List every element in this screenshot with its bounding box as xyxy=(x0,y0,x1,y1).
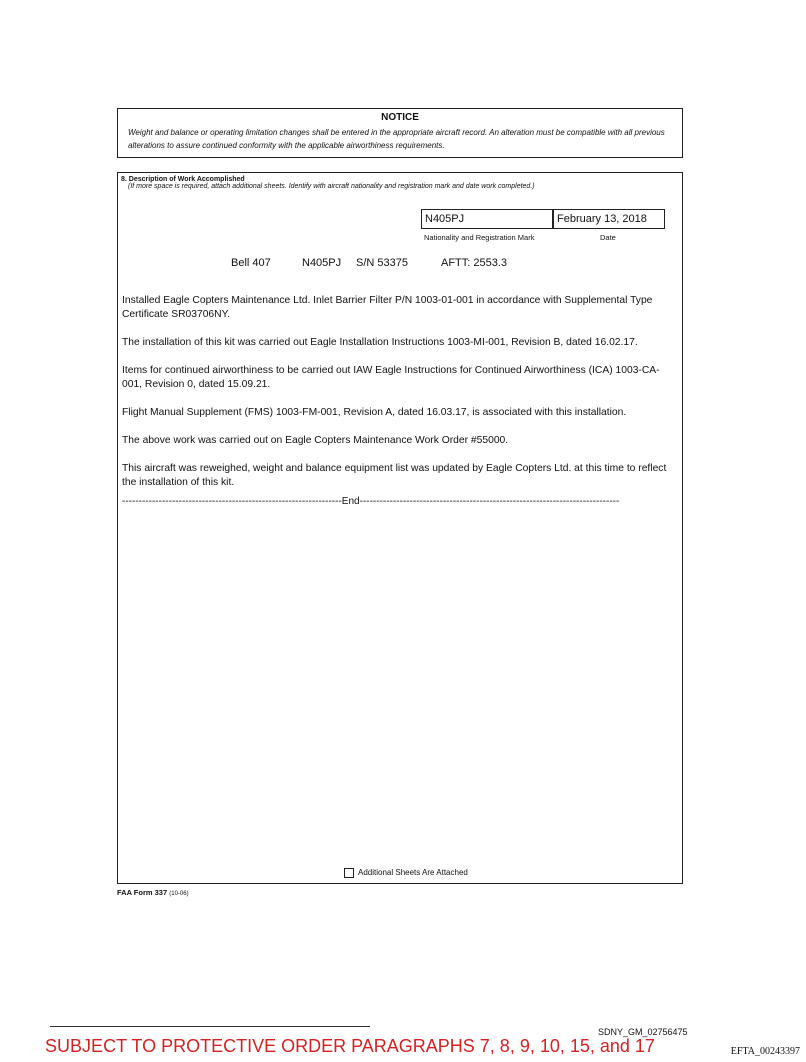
work-paragraph: Items for continued airworthiness to be carried out IAW Eagle Instructions for Continued Airworthiness (ICA) 1003-CA-001, Revision 0, dated 15.09.21. xyxy=(122,365,660,390)
registration-caption: Nationality and Registration Mark xyxy=(424,233,535,242)
registration-field[interactable]: N405PJ xyxy=(421,209,553,229)
work-paragraph: The above work was carried out on Eagle Copters Maintenance Work Order #55000. xyxy=(122,435,509,446)
notice-title: NOTICE xyxy=(381,112,419,123)
aircraft-serial: S/N 53375 xyxy=(356,257,408,269)
end-marker: ------------------------------------------------------------------End------------------------------------------------------------------------------ xyxy=(122,496,620,507)
aircraft-aftt: AFTT: 2553.3 xyxy=(441,257,508,269)
bates-number: SDNY_GM_02756475 xyxy=(598,1027,688,1037)
work-paragraph: The installation of this kit was carried out Eagle Installation Instructions 1003-MI-001, Revision B, dated 16.02.17. xyxy=(122,337,638,348)
work-paragraph: Installed Eagle Copters Maintenance Ltd. Inlet Barrier Filter P/N 1003-01-001 in accordance with Supplemental Type Certificate SR03706NY. xyxy=(122,295,653,320)
date-caption: Date xyxy=(600,233,616,242)
work-paragraph: This aircraft was reweighed, weight and balance equipment list was updated by Eagle Copters Ltd. at this time to reflect the installation of this kit. xyxy=(122,463,667,488)
section-header: 8. Description of Work Accomplished xyxy=(121,176,245,183)
aircraft-model: Bell 407 xyxy=(231,257,271,269)
additional-sheets-checkbox[interactable] xyxy=(344,868,354,878)
additional-sheets-label: Additional Sheets Are Attached xyxy=(358,868,468,878)
efta-number: EFTA_00243397 xyxy=(730,1046,800,1057)
form-number xyxy=(117,888,189,897)
date-field[interactable]: February 13, 2018 xyxy=(553,209,665,229)
notice-body: Weight and balance or operating limitation changes shall be entered in the appropriate aircraft record. An alteration must be compatible with all previous alterations to assure continued conformity with the applicable airworthiness requirements. xyxy=(128,128,665,150)
protective-order-banner: SUBJECT TO PROTECTIVE ORDER PARAGRAPHS 7, 8, 9, 10, 15, and 17 xyxy=(45,1036,655,1056)
footer-divider xyxy=(50,1026,370,1027)
additional-sheets-row xyxy=(344,868,468,878)
notice-box xyxy=(117,108,683,158)
aircraft-registration: N405PJ xyxy=(302,257,342,269)
section-subheader: (If more space is required, attach additional sheets. Identify with aircraft nationality and registration mark and date work completed.) xyxy=(128,183,535,190)
form-revision: (10-06) xyxy=(169,891,189,897)
form-number-label: FAA Form 337 xyxy=(117,888,168,897)
work-description-box xyxy=(117,172,683,884)
work-paragraph: Flight Manual Supplement (FMS) 1003-FM-001, Revision A, dated 16.03.17, is associated with this installation. xyxy=(122,407,627,418)
